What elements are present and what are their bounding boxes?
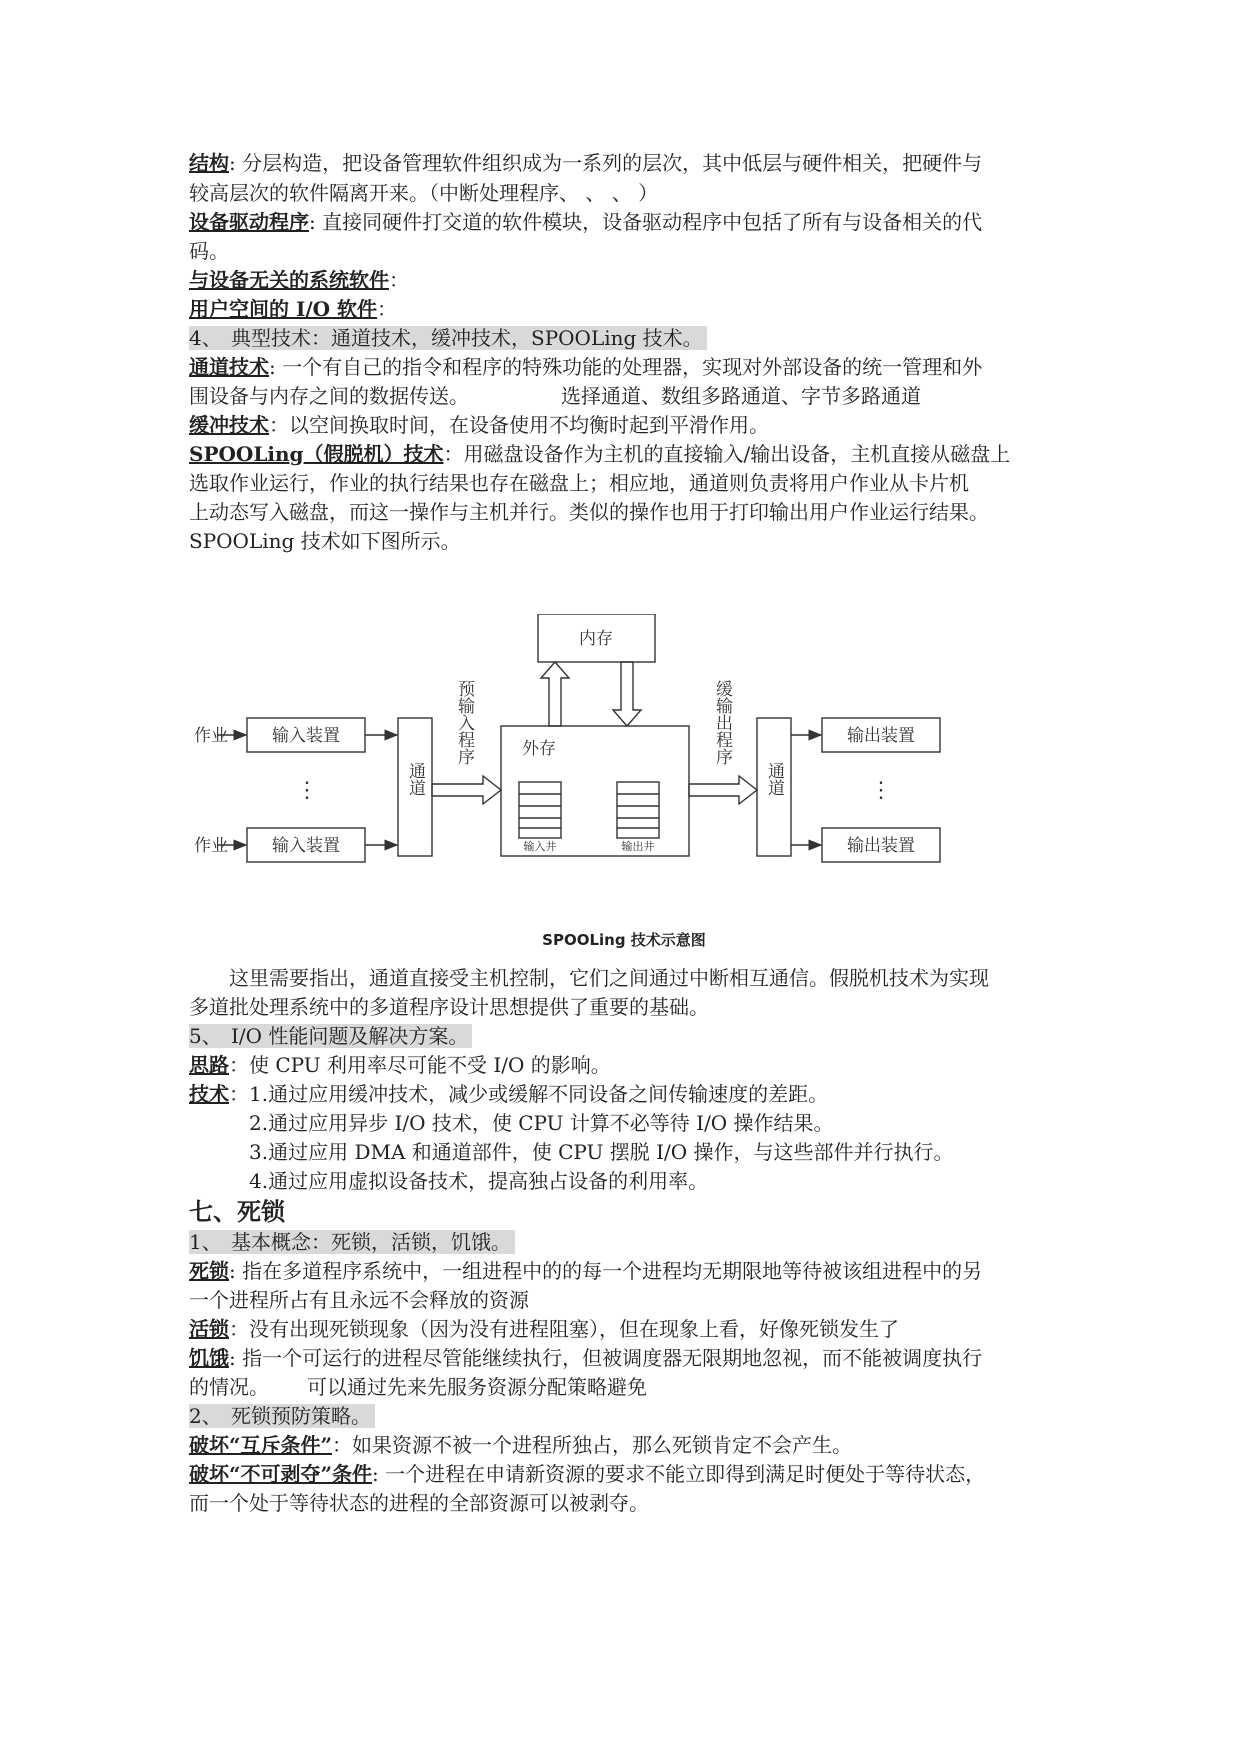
slow-output-label: 缓输出程序 [712,680,732,765]
text: 一个进程在申请新资源的要求不能立即得到满足时便处于等待状态， [378,1462,986,1486]
idea-line [189,1050,611,1080]
colon: : [309,210,316,234]
starve-line-2 [189,1372,647,1402]
section-number: 1、 [189,1230,222,1254]
text: ：以空间换取时间，在设备使用不均衡时起到平滑作用。 [269,413,769,437]
nopre-line-2: 而一个处于等待状态的进程的全部资源可以被剥夺。 [189,1491,649,1515]
memory-label: 内存 [579,629,613,649]
structure-line-1 [189,148,982,178]
term-indep: 与设备无关的系统软件 [189,268,389,292]
tech-line-1 [189,1079,828,1109]
term-channel: 通道技术 [189,355,269,379]
term-starve: 饥饿 [189,1346,229,1370]
term-nopre: 破坏“不可剥夺”条件 [189,1462,373,1486]
term-livelock: 活锁 [189,1317,229,1341]
spooling-diagram [189,614,1059,864]
dots-right: ⋮ [870,778,892,803]
indep-line [189,265,409,295]
output-well-label: 输出井 [621,840,655,853]
diagram-caption: SPOOLing 技术示意图 [542,931,706,949]
disk-label: 外存 [522,739,556,759]
highlight [189,1404,375,1428]
highlight [189,1024,472,1048]
term-buffer: 缓冲技术 [189,413,269,437]
tech-item: 3.通过应用 DMA 和通道部件，使 CPU 摆脱 I/O 操作，与这些部件并行执行。 [249,1140,954,1164]
userio-line [189,294,397,324]
job-label-top: 作业 [194,726,228,746]
chapter-7-heading: 七、死锁 [189,1197,285,1226]
section-title: 死锁预防策略。 [231,1404,371,1428]
note-line-2: 多道批处理系统中的多道程序设计思想提供了重要的基础。 [189,995,709,1019]
section-number: 4、 [189,326,222,350]
input-device-label-bottom: 输入装置 [272,836,340,856]
livelock-line [189,1314,899,1344]
spooling-line-3: 上动态写入磁盘，而这一操作与主机并行。类似的操作也用于打印输出用户作业运行结果。 [189,500,989,524]
driver-line-2: 码。 [189,239,229,263]
tech-item: 1.通过应用缓冲技术，减少或缓解不同设备之间传输速度的差距。 [249,1082,829,1106]
colon: : [269,355,276,379]
section-number: 5、 [189,1024,222,1048]
tech-item: 2.通过应用异步 I/O 技术，使 CPU 计算不必等待 I/O 操作结果。 [249,1111,834,1135]
mutex-line [189,1430,852,1460]
text: ：用磁盘设备作为主机的直接输入/输出设备，主机直接从磁盘上 [443,442,1011,466]
text: 分层构造，把设备管理软件组织成为一系列的层次，其中低层与硬件相关，把硬件与 [235,151,983,175]
highlight [189,1230,515,1254]
note-line-1: 这里需要指出，通道直接受主机控制，它们之间通过中断相互通信。假脱机技术为实现 [229,966,989,990]
disk-to-memory-arrow [541,662,569,726]
term-driver: 设备驱动程序 [189,210,309,234]
input-device-label-top: 输入装置 [272,726,340,746]
section-5-heading [189,1021,472,1051]
colon: : [372,1462,379,1486]
text: 可以通过先来先服务资源分配策略避免 [307,1375,647,1399]
deadlock-line-2: 一个进程所占有且永远不会释放的资源 [189,1288,529,1312]
colon: : [229,1259,236,1283]
nopre-line-1 [189,1459,985,1489]
text: 的情况。 [189,1375,269,1399]
pre-input-label: 预输入程序 [454,680,474,765]
spooling-line-2: 选取作业运行，作业的执行结果也存在磁盘上；相应地，通道则负责将用户作业从卡片机 [189,471,969,495]
colon: : [229,151,236,175]
tech-item: 4.通过应用虚拟设备技术，提高独占设备的利用率。 [249,1169,709,1193]
buffer-line [189,410,769,440]
section-title: I/O 性能问题及解决方案。 [231,1024,469,1048]
deadlock-line-1 [189,1256,982,1286]
text: ： [229,1082,249,1106]
text: ： [389,268,409,292]
channel-line-1 [189,352,982,382]
term-structure: 结构 [189,151,229,175]
section-title: 典型技术：通道技术，缓冲技术，SPOOLing 技术。 [231,326,703,350]
section-title: 基本概念：死锁，活锁，饥饿。 [231,1230,511,1254]
section-7-2-heading [189,1401,375,1431]
term-userio: 用户空间的 I/O 软件 [189,297,378,321]
right-channel-label: 通道 [764,762,784,796]
structure-line-2: 较高层次的软件隔离开来。（中断处理程序、 、 、 ） [189,181,659,205]
spooling-line-4: SPOOLing 技术如下图所示。 [189,529,461,553]
colon: : [229,1346,236,1370]
pre-input-arrow [432,776,501,804]
channel-line-2 [189,381,921,411]
term-deadlock: 死锁 [189,1259,229,1283]
text: 直接同硬件打交道的软件模块，设备驱动程序中包括了所有与设备相关的代 [315,210,983,234]
text: 选择通道、数组多路通道、字节多路通道 [561,384,921,408]
slow-output-arrow [689,776,757,804]
section-4-heading [189,323,707,353]
term-idea: 思路 [189,1053,229,1077]
text: ：使 CPU 利用率尽可能不受 I/O 的影响。 [229,1053,611,1077]
highlight [189,326,707,350]
left-channel-label: 通道 [405,762,425,796]
term-mutex: 破坏“互斥条件” [189,1433,333,1457]
output-device-label-top: 输出装置 [847,726,915,746]
input-well-stack [519,782,561,838]
text: 围设备与内存之间的数据传送。 [189,384,469,408]
starve-line-1 [189,1343,982,1373]
dots-left: ⋮ [296,778,318,803]
input-well-label: 输入井 [523,840,557,853]
text: ： [377,297,398,321]
text: 一个有自己的指令和程序的特殊功能的处理器，实现对外部设备的统一管理和外 [275,355,983,379]
text: ：如果资源不被一个进程所独占，那么死锁肯定不会产生。 [332,1433,853,1457]
section-7-1-heading [189,1227,515,1257]
text: 指在多道程序系统中，一组进程中的的每一个进程均无期限地等待被该组进程中的另 [235,1259,983,1283]
output-device-label-bottom: 输出装置 [847,836,915,856]
text: 指一个可运行的进程尽管能继续执行，但被调度器无限期地忽视，而不能被调度执行 [235,1346,983,1370]
spooling-line-1 [189,439,1010,469]
driver-line-1 [189,207,982,237]
term-spooling: SPOOLing（假脱机）技术 [189,442,444,466]
section-number: 2、 [189,1404,222,1428]
memory-to-disk-arrow [613,662,641,726]
output-well-stack [617,782,659,838]
job-label-bottom: 作业 [194,836,228,856]
text: ：没有出现死锁现象（因为没有进程阻塞），但在现象上看，好像死锁发生了 [229,1317,899,1341]
term-tech: 技术 [189,1082,229,1106]
